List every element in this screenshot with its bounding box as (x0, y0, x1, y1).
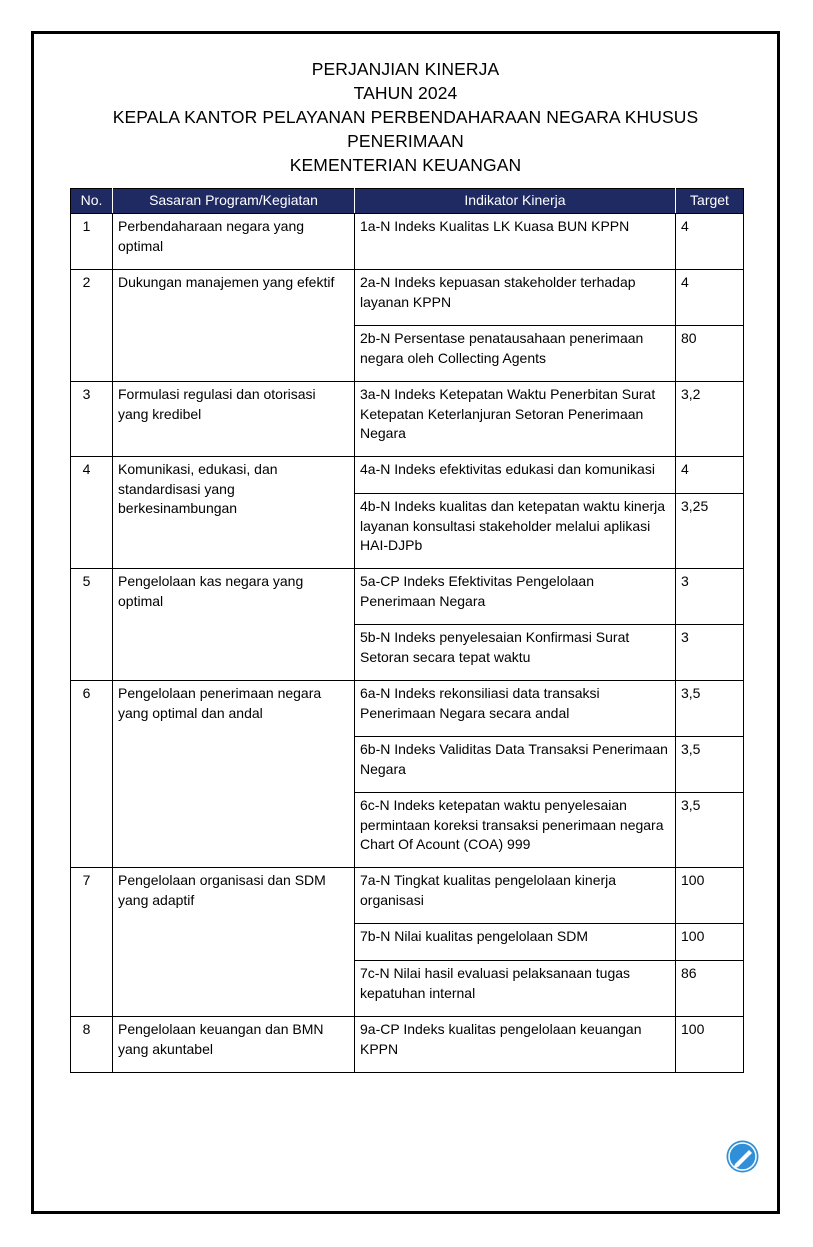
table-row (71, 270, 744, 326)
indikator-cell: 4a-N Indeks efektivitas edukasi dan komunikasi (355, 457, 676, 494)
sasaran-cell: Pengelolaan organisasi dan SDM yang adaptif (113, 868, 355, 1017)
target-cell: 4 (676, 457, 744, 494)
row-number: 4 (71, 457, 113, 569)
target-cell: 3 (676, 569, 744, 625)
indikator-cell: 3a-N Indeks Ketepatan Waktu Penerbitan Surat Ketepatan Keterlanjuran Setoran Penerimaan Negara (355, 382, 676, 457)
sasaran-cell: Dukungan manajemen yang efektif (113, 270, 355, 382)
kinerja-table (70, 188, 744, 1073)
sasaran-cell: Perbendaharaan negara yang optimal (113, 214, 355, 270)
indikator-cell: 7a-N Tingkat kualitas pengelolaan kinerja organisasi (355, 868, 676, 924)
indikator-cell: 4b-N Indeks kualitas dan ketepatan waktu kinerja layanan konsultasi stakeholder melalui aplikasi HAI-DJPb (355, 494, 676, 569)
column-header-no: No. (71, 189, 113, 214)
target-cell: 80 (676, 326, 744, 382)
indikator-cell: 7c-N Nilai hasil evaluasi pelaksanaan tugas kepatuhan internal (355, 961, 676, 1017)
row-number: 2 (71, 270, 113, 382)
header-year: TAHUN 2024 (353, 83, 458, 103)
indikator-cell: 2a-N Indeks kepuasan stakeholder terhadap layanan KPPN (355, 270, 676, 326)
row-number: 3 (71, 382, 113, 457)
column-header-indikator: Indikator Kinerja (355, 189, 676, 214)
indikator-cell: 7b-N Nilai kualitas pengelolaan SDM (355, 924, 676, 961)
table-row (71, 681, 744, 737)
indikator-cell: 5b-N Indeks penyelesaian Konfirmasi Surat Setoran secara tepat waktu (355, 625, 676, 681)
row-number: 5 (71, 569, 113, 681)
target-cell: 100 (676, 1017, 744, 1073)
sasaran-cell: Formulasi regulasi dan otorisasi yang kredibel (113, 382, 355, 457)
sasaran-cell: Pengelolaan kas negara yang optimal (113, 569, 355, 681)
pen-logo-icon (726, 1140, 759, 1173)
target-cell: 3,5 (676, 737, 744, 793)
indikator-cell: 6b-N Indeks Validitas Data Transaksi Penerimaan Negara (355, 737, 676, 793)
target-cell: 3,5 (676, 793, 744, 868)
sasaran-cell: Komunikasi, edukasi, dan standardisasi yang berkesinambungan (113, 457, 355, 569)
table-row (71, 868, 744, 924)
indikator-cell: 5a-CP Indeks Efektivitas Pengelolaan Penerimaan Negara (355, 569, 676, 625)
row-number: 6 (71, 681, 113, 868)
table-header-row (71, 189, 744, 214)
indikator-cell: 2b-N Persentase penatausahaan penerimaan negara oleh Collecting Agents (355, 326, 676, 382)
target-cell: 3,5 (676, 681, 744, 737)
target-cell: 3 (676, 625, 744, 681)
column-header-target: Target (676, 189, 744, 214)
target-cell: 86 (676, 961, 744, 1017)
header-office: KEPALA KANTOR PELAYANAN PERBENDAHARAAN NEGARA KHUSUS (112, 107, 699, 127)
indikator-cell: 6c-N Indeks ketepatan waktu penyelesaian permintaan koreksi transaksi penerimaan negara Chart Of Acount (COA) 999 (355, 793, 676, 868)
sasaran-cell: Pengelolaan penerimaan negara yang optimal dan andal (113, 681, 355, 868)
sasaran-cell: Pengelolaan keuangan dan BMN yang akuntabel (113, 1017, 355, 1073)
row-number: 8 (71, 1017, 113, 1073)
table-row (71, 214, 744, 270)
row-number: 7 (71, 868, 113, 1017)
indikator-cell: 9a-CP Indeks kualitas pengelolaan keuangan KPPN (355, 1017, 676, 1073)
target-cell: 4 (676, 270, 744, 326)
target-cell: 100 (676, 868, 744, 924)
indikator-cell: 1a-N Indeks Kualitas LK Kuasa BUN KPPN (355, 214, 676, 270)
row-number: 1 (71, 214, 113, 270)
column-header-sasaran: Sasaran Program/Kegiatan (113, 189, 355, 214)
document-header (34, 57, 777, 177)
target-cell: 100 (676, 924, 744, 961)
table-row (71, 569, 744, 625)
table-row (71, 382, 744, 457)
target-cell: 3,2 (676, 382, 744, 457)
header-office-cont: PENERIMAAN (347, 131, 464, 151)
table-row (71, 1017, 744, 1073)
table-row (71, 457, 744, 494)
header-title: PERJANJIAN KINERJA (311, 59, 500, 79)
header-ministry: KEMENTERIAN KEUANGAN (289, 155, 522, 175)
indikator-cell: 6a-N Indeks rekonsiliasi data transaksi Penerimaan Negara secara andal (355, 681, 676, 737)
table-body (71, 214, 744, 1073)
target-cell: 3,25 (676, 494, 744, 569)
target-cell: 4 (676, 214, 744, 270)
